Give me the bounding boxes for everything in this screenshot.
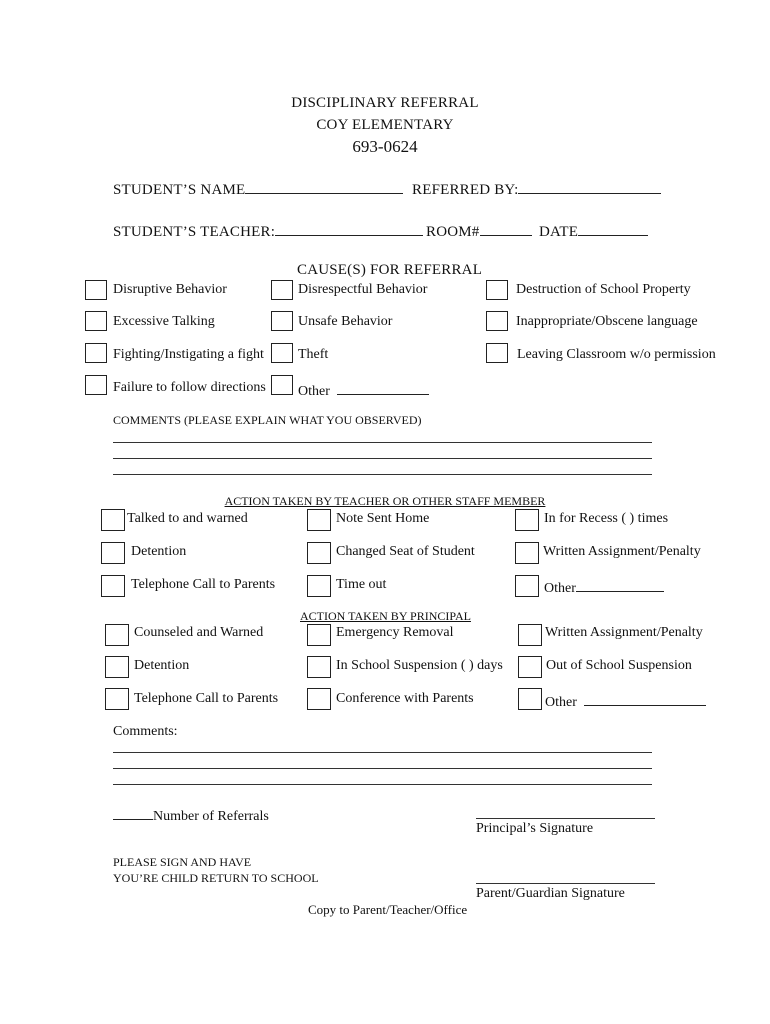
students-teacher-line[interactable]: [275, 221, 423, 236]
checkbox-other-cause[interactable]: [271, 375, 293, 395]
teacher-telephone-label: Telephone Call to Parents: [131, 577, 276, 592]
checkbox-disrespectful[interactable]: [271, 280, 293, 300]
school-name: COY ELEMENTARY: [316, 117, 454, 133]
principal-emergency-removal-label: Emergency Removal: [336, 625, 454, 640]
comment-line-1[interactable]: [113, 442, 652, 443]
cause-unsafe-label: Unsafe Behavior: [298, 314, 393, 329]
students-teacher-label: STUDENT’S TEACHER:: [113, 224, 276, 240]
principal-in-school-suspension-label: In School Suspension ( ) days: [336, 658, 503, 673]
comment-line-2[interactable]: [113, 458, 652, 459]
comment2-line-1[interactable]: [113, 752, 652, 753]
cause-destruction-label: Destruction of School Property: [516, 282, 691, 297]
room-field[interactable]: [426, 221, 532, 241]
principal-out-of-school-suspension-label: Out of School Suspension: [546, 658, 692, 673]
comment2-line-3[interactable]: [113, 784, 652, 785]
checkbox-excessive-talking[interactable]: [85, 311, 107, 331]
parent-signature-line[interactable]: [476, 883, 655, 884]
please-sign-text: PLEASE SIGN AND HAVE: [113, 855, 252, 869]
number-of-referrals-label: Number of Referrals: [153, 809, 269, 824]
teacher-talked-warned-label: Talked to and warned: [127, 511, 248, 526]
checkbox-leaving-classroom[interactable]: [486, 343, 508, 363]
teacher-note-sent-label: Note Sent Home: [336, 511, 430, 526]
referred-by-line[interactable]: [518, 179, 661, 194]
copy-distribution-text: Copy to Parent/Teacher/Office: [308, 902, 468, 917]
teacher-other-label: Other: [544, 581, 576, 596]
comments-label: Comments:: [113, 724, 178, 739]
referrals-count-line[interactable]: [113, 805, 153, 820]
principal-signature-label: Principal’s Signature: [476, 821, 594, 836]
checkbox-counseled-warned[interactable]: [105, 624, 129, 646]
checkbox-note-sent[interactable]: [307, 509, 331, 531]
principal-action-title: ACTION TAKEN BY PRINCIPAL: [300, 609, 471, 623]
principal-other-label: Other: [545, 695, 577, 710]
teacher-action-title: ACTION TAKEN BY TEACHER OR OTHER STAFF MEMBER: [224, 494, 546, 508]
principal-detention-label: Detention: [134, 658, 190, 673]
checkbox-inappropriate[interactable]: [486, 311, 508, 331]
checkbox-out-of-school-suspension[interactable]: [518, 656, 542, 678]
cause-leaving-classroom-label: Leaving Classroom w/o permission: [517, 347, 716, 362]
student-name-label: STUDENT’S NAME: [113, 182, 246, 198]
comments-heading: COMMENTS (PLEASE EXPLAIN WHAT YOU OBSERVED): [113, 413, 422, 427]
teacher-detention-label: Detention: [131, 544, 187, 559]
school-phone: 693-0624: [352, 137, 418, 156]
teacher-written-assignment-label: Written Assignment/Penalty: [543, 544, 701, 559]
cause-failure-follow-label: Failure to follow directions: [113, 380, 266, 395]
youre-child-text: YOU’RE CHILD RETURN TO SCHOOL: [113, 871, 319, 885]
checkbox-in-school-suspension[interactable]: [307, 656, 331, 678]
checkbox-disruptive[interactable]: [85, 280, 107, 300]
checkbox-conference-parents[interactable]: [307, 688, 331, 710]
checkbox-detention-teacher[interactable]: [101, 542, 125, 564]
principal-other-line[interactable]: [584, 691, 706, 706]
referred-by-label: REFERRED BY:: [412, 182, 519, 198]
cause-fighting-label: Fighting/Instigating a fight: [113, 347, 264, 362]
principal-telephone-label: Telephone Call to Parents: [134, 691, 279, 706]
number-of-referrals-field[interactable]: [113, 805, 269, 825]
teacher-in-for-recess-label: In for Recess ( ) times: [544, 511, 669, 526]
cause-other-label: Other: [298, 384, 330, 399]
student-name-field[interactable]: [113, 179, 403, 199]
principal-counseled-warned-label: Counseled and Warned: [134, 625, 264, 640]
room-label: ROOM#: [426, 224, 480, 240]
teacher-changed-seat-label: Changed Seat of Student: [336, 544, 475, 559]
checkbox-other-principal[interactable]: [518, 688, 542, 710]
principal-written-assignment-label: Written Assignment/Penalty: [545, 625, 703, 640]
student-name-line[interactable]: [245, 179, 403, 194]
students-teacher-field[interactable]: [113, 221, 423, 241]
referred-by-field[interactable]: [412, 179, 661, 199]
comment-line-3[interactable]: [113, 474, 652, 475]
date-line[interactable]: [578, 221, 648, 236]
checkbox-telephone-teacher[interactable]: [101, 575, 125, 597]
date-label: DATE: [539, 224, 579, 240]
principal-conference-parents-label: Conference with Parents: [336, 691, 474, 706]
form-title: DISCIPLINARY REFERRAL: [291, 95, 479, 111]
comment2-line-2[interactable]: [113, 768, 652, 769]
checkbox-written-assignment-principal[interactable]: [518, 624, 542, 646]
checkbox-theft[interactable]: [271, 343, 293, 363]
checkbox-talked-warned[interactable]: [101, 509, 125, 531]
causes-title: CAUSE(S) FOR REFERRAL: [297, 262, 483, 278]
checkbox-other-teacher[interactable]: [515, 575, 539, 597]
checkbox-emergency-removal[interactable]: [307, 624, 331, 646]
cause-other-field[interactable]: [298, 380, 429, 400]
checkbox-fighting[interactable]: [85, 343, 107, 363]
teacher-other-field[interactable]: [544, 577, 664, 597]
cause-disrespectful-label: Disrespectful Behavior: [298, 282, 428, 297]
checkbox-written-assignment-teacher[interactable]: [515, 542, 539, 564]
checkbox-in-for-recess[interactable]: [515, 509, 539, 531]
date-field[interactable]: [539, 221, 648, 241]
cause-other-line[interactable]: [337, 380, 429, 395]
cause-excessive-talking-label: Excessive Talking: [113, 314, 215, 329]
checkbox-failure-follow[interactable]: [85, 375, 107, 395]
checkbox-destruction[interactable]: [486, 280, 508, 300]
principal-signature-line[interactable]: [476, 818, 655, 819]
checkbox-changed-seat[interactable]: [307, 542, 331, 564]
cause-inappropriate-label: Inappropriate/Obscene language: [516, 314, 698, 329]
cause-disruptive-label: Disruptive Behavior: [113, 282, 227, 297]
parent-signature-label: Parent/Guardian Signature: [476, 886, 625, 901]
cause-theft-label: Theft: [298, 347, 329, 362]
checkbox-telephone-principal[interactable]: [105, 688, 129, 710]
teacher-time-out-label: Time out: [336, 577, 387, 592]
checkbox-time-out[interactable]: [307, 575, 331, 597]
principal-other-field[interactable]: [545, 691, 706, 711]
checkbox-unsafe[interactable]: [271, 311, 293, 331]
checkbox-detention-principal[interactable]: [105, 656, 129, 678]
room-line[interactable]: [480, 221, 532, 236]
teacher-other-line[interactable]: [576, 577, 664, 592]
